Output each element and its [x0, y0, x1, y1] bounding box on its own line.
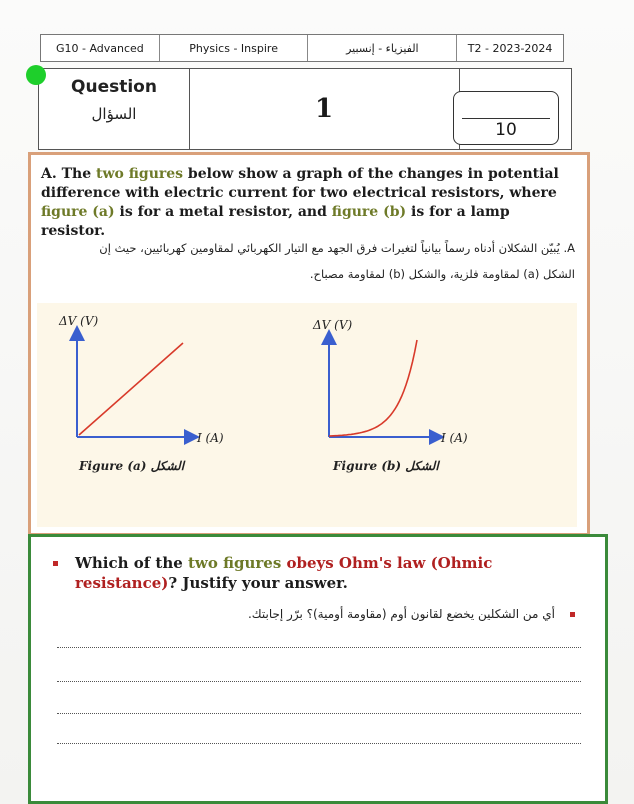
section-a-figure-a: figure (a) [41, 204, 115, 220]
graph-b-curve [329, 340, 417, 436]
question-label-cell [39, 69, 190, 149]
answer-line-2[interactable] [57, 681, 581, 682]
graph-b-caption: Figure (b) الشكل [333, 459, 439, 473]
grade-label: G10 - Advanced [41, 35, 160, 61]
graph-a-y-label: ΔV (V) [59, 314, 99, 328]
question-label-ar: السؤال [91, 105, 137, 123]
section-a-text [41, 165, 575, 241]
answer-line-4[interactable] [57, 743, 581, 744]
term-label: T2 - 2023-2024 [467, 41, 553, 55]
graph-a-caption: Figure (a) الشكل [79, 459, 185, 473]
question-bullet-ar [570, 612, 575, 617]
marks-value: 10 [495, 120, 517, 140]
question-bullet-en [53, 561, 58, 566]
green-marker-dot [26, 65, 46, 85]
section-a-text-4: is for a lamp resistor. [41, 204, 510, 239]
section-a-two-figures: two figures [96, 166, 184, 182]
section-a-figure-b: figure (b) [331, 204, 407, 220]
section-b-box [28, 534, 608, 804]
answer-line-3[interactable] [57, 713, 581, 714]
question-number: 1 [189, 69, 460, 149]
section-a-prefix: A. [41, 166, 57, 182]
section-a-box [28, 152, 590, 536]
q-ohm-law: obeys Ohm's law (Ohmic resistance) [75, 554, 493, 592]
graphs-svg [37, 303, 577, 527]
question-header-row [38, 68, 572, 150]
subject-en-label: Physics - Inspire [160, 35, 309, 61]
graph-a-x-label: I (A) [197, 431, 224, 445]
question-text-ar: أي من الشكلين يخضع لقانون أوم (مقاومة أومية)؟ برّر إجابتك. [247, 607, 555, 621]
section-a-text-1: The [61, 166, 97, 182]
q-part-3: ? Justify your answer. [168, 574, 348, 592]
section-a-text-2: below show a graph of the changes in potential difference with electric current for two electrical resistors, where [41, 166, 559, 201]
graph-a-line [79, 343, 183, 435]
header-strip [40, 34, 564, 62]
question-label-en: Question [71, 77, 157, 97]
graph-b-x-label: I (A) [441, 431, 468, 445]
question-text-en [75, 553, 585, 593]
marks-divider [462, 118, 550, 119]
subject-ar-label: الفيزياء - إنسبير [308, 35, 457, 61]
section-a-ar-line-1: A. يُبيّن الشكلان أدناه رسماً بيانياً لتغيرات فرق الجهد مع التيار الكهربائي لمقاومين كهربائيين، حيث إن [99, 241, 575, 255]
graphs-area [37, 303, 577, 527]
answer-line-1[interactable] [57, 647, 581, 648]
section-a-ar-line-2: الشكل (a) لمقاومة فلزية، والشكل (b) لمقاومة مصباح. [309, 267, 575, 281]
graph-b-y-label: ΔV (V) [313, 318, 353, 332]
section-a-text-3: is for a metal resistor, and [114, 204, 332, 220]
q-two-figures: two figures [188, 554, 282, 572]
q-part-1: Which of the [75, 554, 188, 572]
marks-box [453, 91, 559, 145]
